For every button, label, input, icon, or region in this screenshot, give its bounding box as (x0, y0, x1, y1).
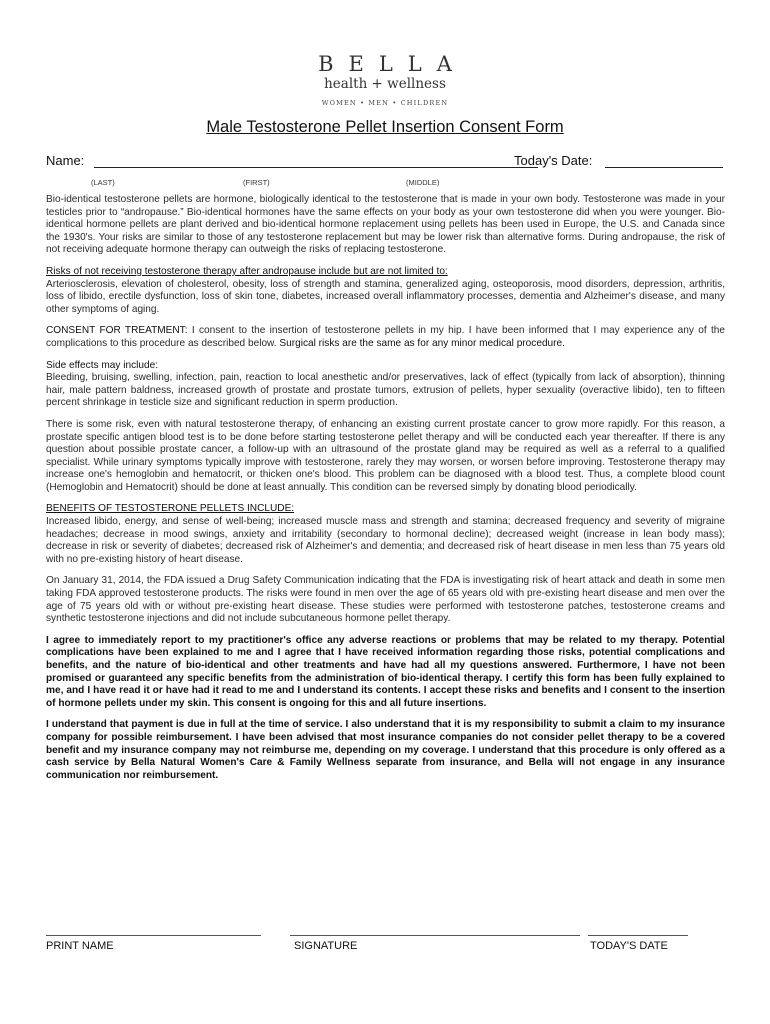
logo-name: BELLA (318, 52, 467, 76)
consent-emphasis: Surgical risks are the same as for any minor medical procedure. (279, 337, 565, 349)
benefits-heading: BENEFITS OF TESTOSTERONE PELLETS INCLUDE: (46, 503, 295, 515)
agreement-paragraph: I agree to immediately report to my practitioner's office any adverse reactions or problems that may be related to my therapy. Potential complications have been explained to me and I agree that I have received information regarding those risks, potential complications and benefits, and the nature of bio-identical and other treatments and have had all my questions answered. Furthermore, I have not been promised or guaranteed any specific benefits from the administration of bio-identical therapy. I certify this form has been fully explained to me, and I have read it or have had it read to me and I understand its contents. I accept these risks and benefits and I consent to the insertion of hormone pellets under my skin. This consent is ongoing for this and all future insertions. (46, 634, 725, 709)
todays-date-label: TODAY'S DATE (590, 940, 668, 952)
sub-label-last: (LAST) (91, 178, 115, 187)
logo-tagline: WOMEN • MEN • CHILDREN (321, 99, 449, 107)
signature-label: SIGNATURE (294, 940, 358, 952)
risks-paragraph: Arteriosclerosis, elevation of cholesterol, obesity, loss of strength and stamina, generalized aging, osteoporosis, mood disorders, depression, arthritis, loss of libido, erectile dysfunction, loss of skin tone, diabetes, increased overall inflammatory processes, dementia and Alzheimer's disease, and many other symptoms of aging. (46, 278, 725, 315)
print-name-label: PRINT NAME (46, 940, 114, 952)
print-name-line[interactable] (46, 935, 261, 936)
consent-text: I consent to the insertion of testosterone pellets in my hip. I have been informed that I may experience any of the complications to this procedure as described below. (46, 325, 725, 349)
risks-heading: Risks of not receiving testosterone therapy after andropause include but are not limited to: (46, 265, 448, 277)
fda-paragraph: On January 31, 2014, the FDA issued a Drug Safety Communication indicating that the FDA is investigating risk of heart attack and death in some men taking FDA approved testosterone products. The risks were found in men over the age of 65 years old with pre-existing heart disease and men over the age of 75 years old with or without pre-existing heart disease. These studies were performed with testosterone patches, testosterone creams and synthetic testosterone injections and did not include subcutaneous hormone pellet therapy. (46, 575, 725, 625)
name-row (46, 153, 726, 173)
date-label: Today's Date: (514, 153, 593, 168)
signature-line[interactable] (290, 935, 580, 936)
date-sign-line[interactable] (588, 935, 688, 936)
side-effects-heading: Side effects may include: (46, 359, 159, 371)
sub-label-first: (FIRST) (243, 178, 270, 187)
date-field-line[interactable] (605, 167, 723, 168)
prostate-risk-paragraph: There is some risk, even with natural testosterone therapy, of enhancing an existing current prostate cancer to grow more rapidly. For this reason, a prostate specific antigen blood test is to be done before starting testosterone pellet therapy and will be conducted each year thereafter. If there is any question about possible prostate cancer, a follow-up with an ultrasound of the prostate gland may be required as well as a referral to a qualified specialist. While urinary symptoms typically improve with testosterone, rarely they may worsen, or worsen before improving. Testosterone therapy may increase one's hemoglobin and hematocrit, or thicken one's blood. This problem can be diagnosed with a blood test. Thus, a complete blood count (Hemoglobin and Hematocrit) should be done at least annually. This condition can be reversed simply by donating blood periodically. (46, 418, 725, 493)
form-title: Male Testosterone Pellet Insertion Consent Form (206, 118, 564, 136)
payment-paragraph: I understand that payment is due in full at the time of service. I also understand that it is my responsibility to submit a claim to my insurance company for possible reimbursement. I have been advised that most insurance companies do not consider pellet therapy to be a covered benefit and my insurance company may not reimburse me, depending on my coverage. I understand that this procedure is only offered as a cash service by Bella Natural Women's Care & Family Wellness separate from insurance, and Bella will not engage in any insurance communication nor reimbursement. (46, 719, 725, 781)
bella-logo (0, 52, 770, 110)
intro-paragraph: Bio-identical testosterone pellets are hormone, biologically identical to the testosterone that is made in your own body. Testosterone was made in your testicles prior to “andropause.” Bio-identical hormones have the same effects on your body as your own testosterone did when you were younger. Bio-identical hormone pellets are plant derived and bio-identical hormone replacement using pellets has been used in Europe, the U.S. and Canada since the 1930's. Your risks are similar to those of any testosterone replacement but may be lower risk than alternative forms. During andropause, the risk of not receiving adequate hormone therapy can outweigh the risks of replacing testosterone. (46, 194, 725, 256)
name-label: Name: (46, 153, 85, 168)
logo-subtitle: health + wellness (324, 76, 446, 92)
name-field-line[interactable] (94, 167, 538, 168)
benefits-paragraph: Increased libido, energy, and sense of well-being; increased muscle mass and strength and stamina; decreased frequency and severity of migraine headaches; decrease in mood swings, anxiety and irritability (secondary to hormonal decline); decreased weight (increase in lean body mass); decrease in risk or severity of diabetes; decreased risk of Alzheimer's and dementia; and decreased risk of heart disease in men less than 75 years old with no pre-existing history of heart disease. (46, 516, 725, 565)
consent-paragraph (46, 325, 725, 350)
form-body (46, 194, 725, 791)
side-effects-paragraph: Bleeding, bruising, swelling, infection, pain, reaction to local anesthetic and/or preservatives, lack of effect (typically from lack of absorption), thinning hair, male pattern baldness, increased growth of prostate and prostate tumors, extrusion of pellets, hyper sexuality (overactive libido), ten to fifteen percent shrinkage in testicle size and significant reduction in sperm production. (46, 372, 725, 409)
consent-lead: CONSENT FOR TREATMENT: (46, 325, 188, 337)
sub-label-middle: (MIDDLE) (406, 178, 440, 187)
